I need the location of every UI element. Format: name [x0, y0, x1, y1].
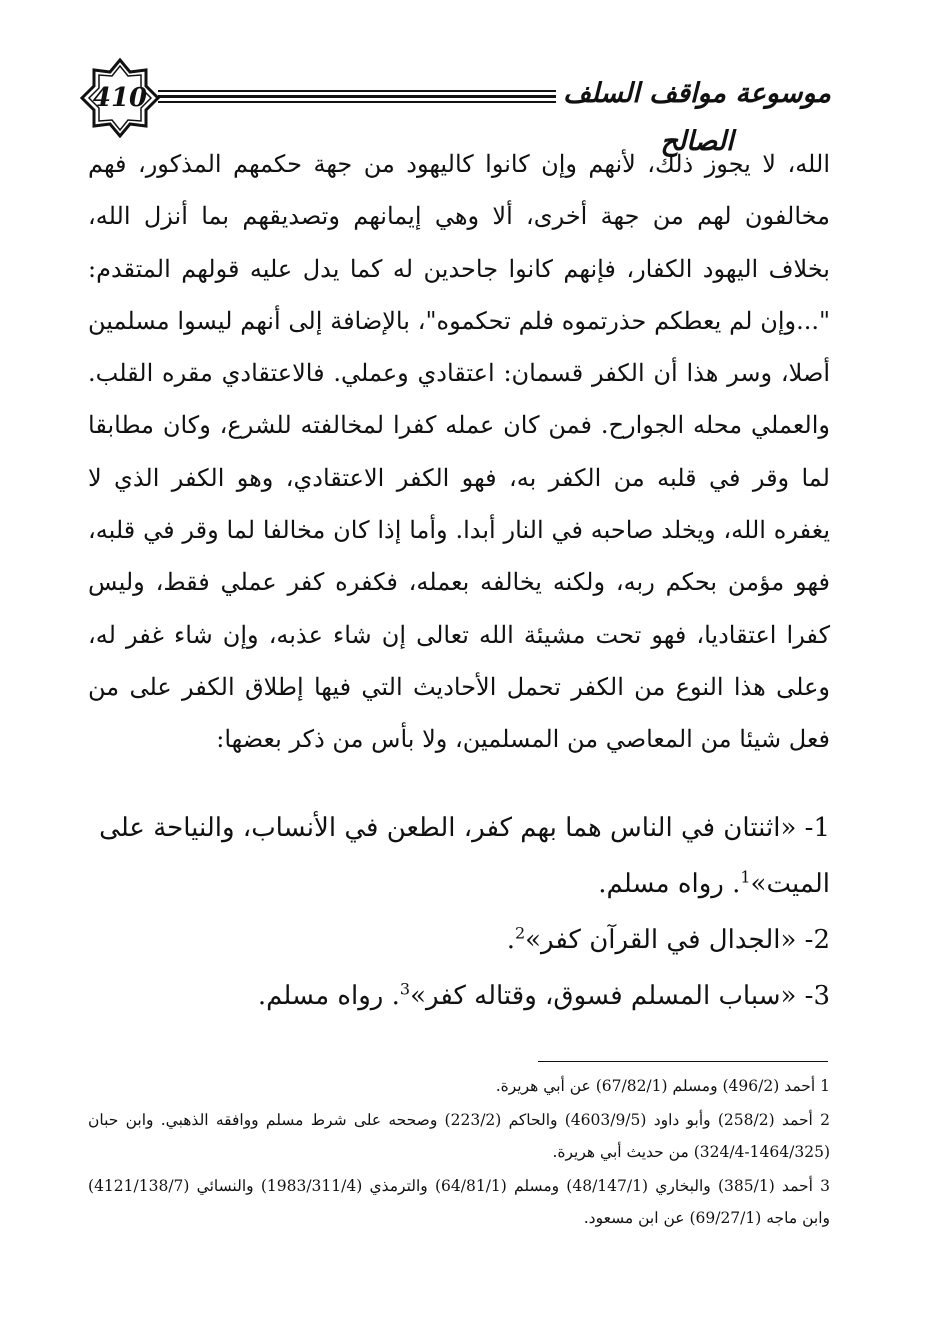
- footnote: [88, 1104, 830, 1168]
- list-item: [88, 912, 830, 968]
- footnote-ref[interactable]: 2: [514, 923, 526, 943]
- body-paragraph: الله، لا يجوز ذلك، لأنهم وإن كانوا كاليهود من جهة حكمهم المذكور، فهم مخالفون لهم من جهة أخرى، ألا وهي إيمانهم وتصديقهم بما أنزل الله، بخلاف اليهود الكفار، فإنهم كانوا جاحدين له كما يدل عليه قولهم المتقدم: "...وإن لم يعطكم حذرتموه فلم تحكموه"، بالإضافة إلى أنهم ليسوا مسلمين أصلا، وسر هذا أن الكفر قسمان: اعتقادي وعملي. فالاعتقادي مقره القلب. والعملي محله الجوارح. فمن كان عمله كفرا لمخالفته للشرع، وكان مطابقا لما وقر في قلبه من الكفر به، فهو الكفر الاعتقادي، وهو الكفر الذي لا يغفره الله، ويخلد صاحبه في النار أبدا. وأما إذا كان مخالفا لما وقر في قلبه، فهو مؤمن بحكم ربه، ولكنه يخالفه بعمله، فكفره كفر عملي فقط، وليس كفرا اعتقاديا، فهو تحت مشيئة الله تعالى إن شاء عذبه، وإن شاء غفر له، وعلى هذا النوع من الكفر تحمل الأحاديث التي فيها إطلاق الكفر على من فعل شيئا من المعاصي من المسلمين، ولا بأس من ذكر بعضها:: [88, 150, 831, 754]
- list-item: [88, 800, 830, 912]
- footnote-number: 3: [820, 1177, 830, 1195]
- footnote-text: أحمد (496/2) ومسلم (67/82/1) عن أبي هريرة.: [495, 1077, 816, 1095]
- list-item-text: «سباب المسلم فسوق، وقتاله كفر»: [410, 981, 797, 1011]
- footnotes: [88, 1070, 830, 1236]
- footnote-ref[interactable]: 3: [399, 979, 411, 999]
- list-item: [88, 968, 830, 1024]
- list-item-text: «اثنتان في الناس هما بهم كفر، الطعن في الأنساب، والنياحة على الميت»: [99, 813, 830, 899]
- main-text: [88, 138, 830, 766]
- list-item-number: 1-: [804, 813, 830, 843]
- footnote: [88, 1070, 830, 1102]
- page-header: [80, 58, 842, 157]
- list-item-suffix: . رواه مسلم.: [598, 869, 741, 899]
- footnote-ref[interactable]: 1: [740, 867, 751, 887]
- footnote-text: أحمد (385/1) والبخاري (48/147/1) ومسلم (64/81/1) والترمذي (1983/311/4) والنسائي (4121/138/7) وابن ماجه (69/27/1) عن ابن مسعود.: [88, 1177, 830, 1227]
- list-item-suffix: . رواه مسلم.: [257, 981, 400, 1011]
- list-item-number: 2-: [804, 925, 830, 955]
- list-item-text: «الجدال في القرآن كفر»: [525, 925, 797, 955]
- footnote-text: أحمد (258/2) وأبو داود (4603/9/5) والحاكم (223/2) وصححه على شرط مسلم ووافقه الذهبي. وابن حبان (1464/325-324/4) من حديث أبي هريرة.: [88, 1111, 830, 1161]
- list-item-suffix: .: [506, 925, 515, 955]
- page-number: 410: [92, 83, 148, 113]
- series-title: موسوعة مواقف السلف الصالح: [563, 78, 831, 157]
- footnote-number: 2: [820, 1111, 830, 1129]
- footnote: [88, 1170, 830, 1234]
- list-item-number: 3-: [804, 981, 830, 1011]
- page-number-badge: [80, 58, 160, 138]
- hadith-list: [88, 800, 830, 1024]
- footnote-separator: [538, 1061, 828, 1062]
- footnote-number: 1: [820, 1077, 830, 1095]
- header-rule: [158, 88, 556, 102]
